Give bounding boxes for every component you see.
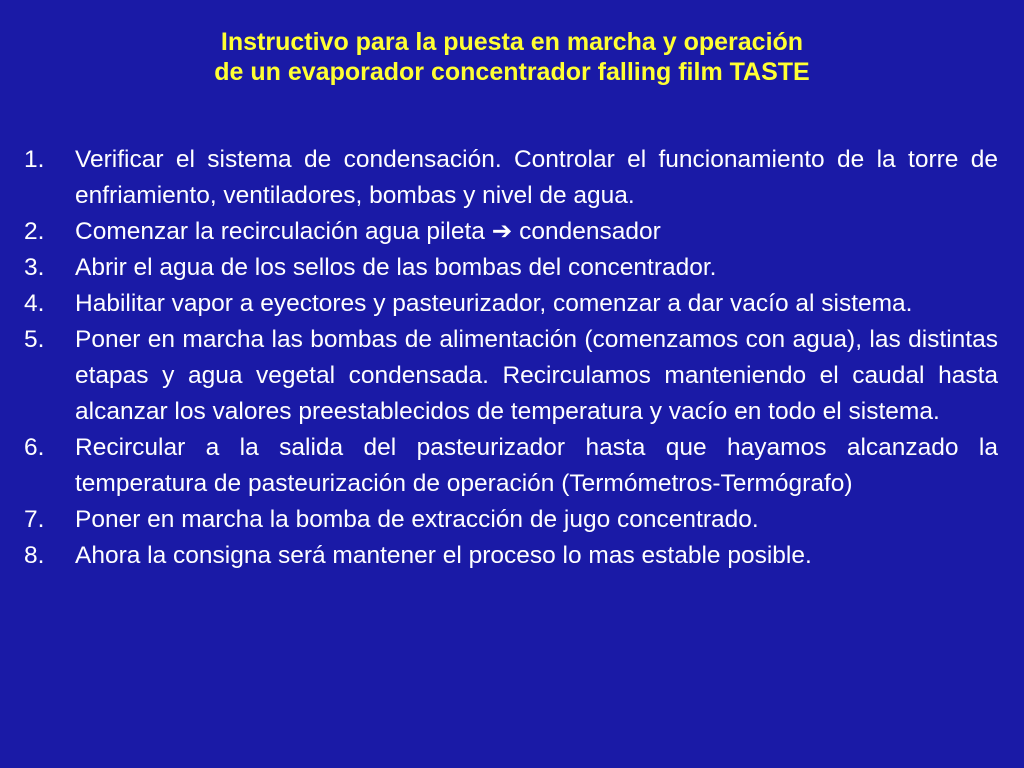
step-text: Poner en marcha las bombas de alimentación (comenzamos con agua), las distintas etapas y agua vegetal condensada. Recirculamos manteniendo el caudal hasta alcanzar los valores preestablecidos de temperatura y vacío en todo el sistema. <box>75 326 998 425</box>
step-number: 3. <box>24 254 45 281</box>
step-text: Abrir el agua de los sellos de las bombas del concentrador. <box>75 254 717 281</box>
steps-list <box>22 142 998 574</box>
step-number: 7. <box>24 506 45 533</box>
slide-title-line-1: Instructivo para la puesta en marcha y operación <box>220 28 804 56</box>
step-item-8 <box>22 538 998 574</box>
step-text: Ahora la consigna será mantener el proceso lo mas estable posible. <box>75 542 812 569</box>
step-number: 6. <box>24 434 45 461</box>
step-item-3 <box>22 250 998 286</box>
step-number: 4. <box>24 290 45 317</box>
step-text: Poner en marcha la bomba de extracción de jugo concentrado. <box>75 506 759 533</box>
step-item-6 <box>22 430 998 502</box>
step-text-after-arrow: condensador <box>519 218 661 245</box>
step-text: Verificar el sistema de condensación. Controlar el funcionamiento de la torre de enfriamiento, ventiladores, bombas y nivel de agua. <box>75 146 998 209</box>
step-text: Habilitar vapor a eyectores y pasteurizador, comenzar a dar vacío al sistema. <box>75 290 913 317</box>
step-text-before-arrow: Comenzar la recirculación agua pileta <box>75 218 485 245</box>
step-item-4 <box>22 286 998 322</box>
slide-title-line-2: de un evaporador concentrador falling film TASTE <box>214 58 810 86</box>
step-number: 2. <box>24 218 45 245</box>
step-number: 5. <box>24 326 45 353</box>
right-arrow-icon: ➔ <box>491 218 513 245</box>
step-item-7 <box>22 502 998 538</box>
step-item-2 <box>22 214 998 250</box>
step-number: 8. <box>24 542 45 569</box>
step-number: 1. <box>24 146 45 173</box>
step-item-5 <box>22 322 998 430</box>
slide-title <box>0 27 1024 87</box>
step-item-1 <box>22 142 998 214</box>
step-text: Recircular a la salida del pasteurizador hasta que hayamos alcanzado la temperatura de pasteurización de operación (Termómetros-Termógrafo) <box>75 434 998 497</box>
